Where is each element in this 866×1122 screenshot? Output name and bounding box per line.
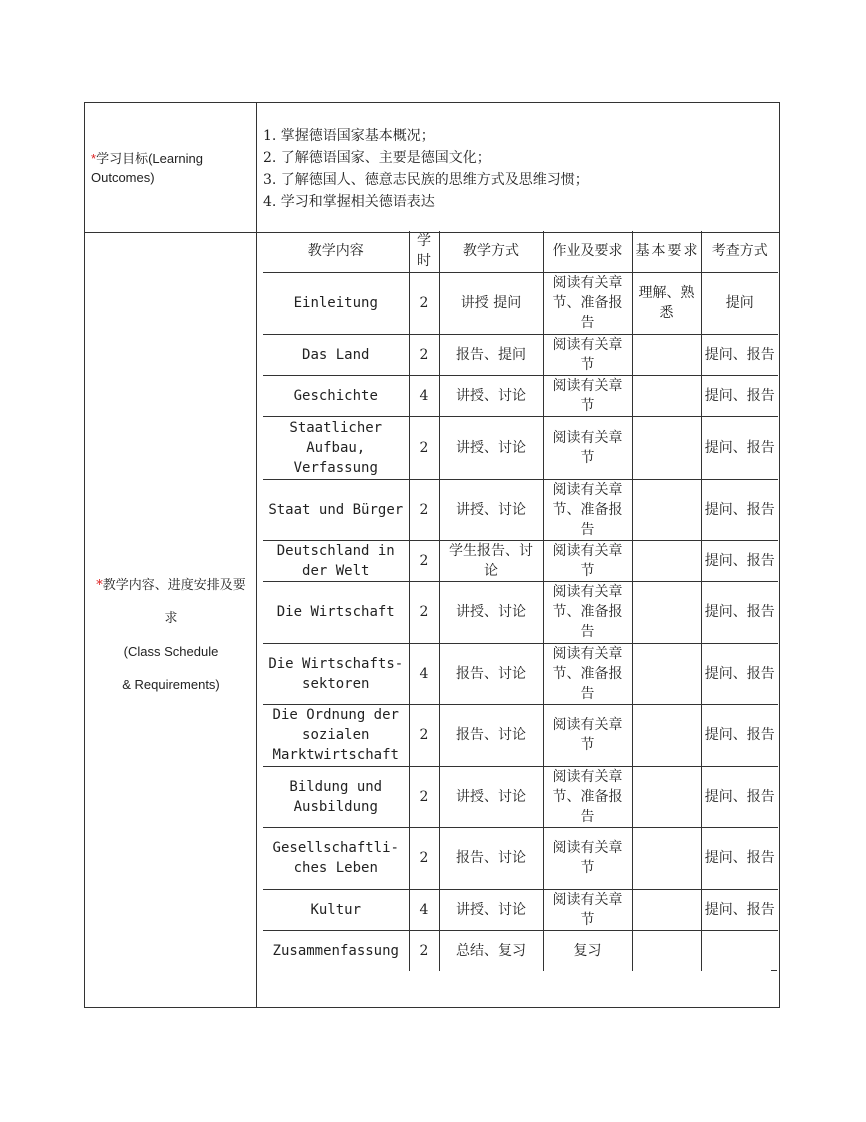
header-homework: 作业及要求 xyxy=(543,231,632,272)
cell-hours: 2 xyxy=(409,479,439,540)
cell-homework: 阅读有关章节 xyxy=(543,704,632,766)
cell-hours: 4 xyxy=(409,889,439,930)
cell-content: Staatlicher Aufbau, Verfassung xyxy=(263,416,409,479)
cell-hours: 2 xyxy=(409,930,439,971)
cell-hours: 2 xyxy=(409,766,439,827)
cell-content: Geschichte xyxy=(263,375,409,416)
required-star: * xyxy=(91,151,97,166)
schedule-label xyxy=(91,569,251,701)
learning-outcomes-label xyxy=(91,149,251,187)
cell-basic xyxy=(632,540,701,581)
table-row xyxy=(263,930,778,971)
cell-method: 讲授、讨论 xyxy=(439,581,543,643)
cell-hours: 2 xyxy=(409,272,439,334)
cell-content: Bildung und Ausbildung xyxy=(263,766,409,827)
cell-assessment: 提问、报告 xyxy=(701,581,778,643)
cell-homework: 阅读有关章节 xyxy=(543,334,632,375)
cell-assessment: 提问、报告 xyxy=(701,889,778,930)
cell-homework: 阅读有关章节、准备报告 xyxy=(543,766,632,827)
cell-method: 报告、讨论 xyxy=(439,704,543,766)
table-row xyxy=(263,272,778,334)
cell-homework: 阅读有关章节、准备报告 xyxy=(543,479,632,540)
cell-basic xyxy=(632,643,701,704)
cell-hours: 4 xyxy=(409,375,439,416)
cell-hours: 2 xyxy=(409,334,439,375)
cell-method: 总结、复习 xyxy=(439,930,543,971)
cell-basic xyxy=(632,416,701,479)
learning-outcomes-label-cn: 学习目标 xyxy=(96,151,149,166)
cell-content: Kultur xyxy=(263,889,409,930)
cell-method: 报告、讨论 xyxy=(439,827,543,889)
outcome-item: 4. 学习和掌握相关德语表达 xyxy=(263,194,435,210)
table-row xyxy=(263,334,778,375)
syllabus-table xyxy=(84,102,780,1008)
table-row xyxy=(263,889,778,930)
cell-hours: 4 xyxy=(409,643,439,704)
outcome-item: 1. 掌握德语国家基本概况； xyxy=(263,128,435,144)
cell-basic: 理解、熟悉 xyxy=(632,272,701,334)
cell-assessment: 提问、报告 xyxy=(701,375,778,416)
learning-outcomes-list xyxy=(263,125,773,213)
cell-content: Deutschland in der Welt xyxy=(263,540,409,581)
cell-basic xyxy=(632,479,701,540)
cell-hours: 2 xyxy=(409,581,439,643)
cell-basic xyxy=(632,375,701,416)
cell-method: 报告、提问 xyxy=(439,334,543,375)
schedule-table xyxy=(263,231,778,971)
cell-content: Einleitung xyxy=(263,272,409,334)
cell-content: Die Wirtschaft xyxy=(263,581,409,643)
schedule-label-en-1: (Class Schedule xyxy=(123,644,219,659)
cell-assessment: 提问、报告 xyxy=(701,540,778,581)
column-divider xyxy=(256,103,257,1007)
cell-basic xyxy=(632,581,701,643)
cell-assessment: 提问、报告 xyxy=(701,704,778,766)
cell-method: 讲授、讨论 xyxy=(439,375,543,416)
cell-homework: 阅读有关章节、准备报告 xyxy=(543,272,632,334)
cell-method: 学生报告、讨论 xyxy=(439,540,543,581)
cell-basic xyxy=(632,930,701,971)
cell-basic xyxy=(632,827,701,889)
cell-content: Zusammenfassung xyxy=(272,942,399,959)
table-row xyxy=(263,581,778,643)
table-row xyxy=(263,479,778,540)
cell-assessment: 提问、报告 xyxy=(701,334,778,375)
cell-homework: 阅读有关章节 xyxy=(543,889,632,930)
cell-method: 讲授 提问 xyxy=(439,272,543,334)
outcome-item: 3. 了解德国人、德意志民族的思维方式及思维习惯； xyxy=(263,172,589,188)
cell-content: Die Wirtschafts-sektoren xyxy=(263,643,409,704)
cell-assessment: 提问、报告 xyxy=(701,766,778,827)
outcome-item: 2. 了解德语国家、主要是德国文化； xyxy=(263,150,491,166)
cell-homework: 阅读有关章节 xyxy=(543,416,632,479)
cell-homework: 阅读有关章节 xyxy=(543,375,632,416)
cell-content: Die Ordnung der sozialen Marktwirtschaft xyxy=(263,704,409,766)
table-edge-mark xyxy=(771,970,777,971)
required-star: * xyxy=(96,578,103,593)
learning-outcomes-label-en: (Learning Outcomes) xyxy=(91,151,204,185)
cell-hours: 2 xyxy=(409,416,439,479)
header-method: 教学方式 xyxy=(439,231,543,272)
cell-hours: 2 xyxy=(409,540,439,581)
cell-method: 讲授、讨论 xyxy=(439,766,543,827)
cell-basic xyxy=(632,889,701,930)
schedule-table-wrapper xyxy=(263,231,778,971)
cell-content: Gesellschaftli-ches Leben xyxy=(263,827,409,889)
header-basic: 基本要求 xyxy=(632,231,701,272)
table-row xyxy=(263,704,778,766)
cell-assessment: 提问、报告 xyxy=(701,643,778,704)
cell-content: Staat und Bürger xyxy=(263,479,409,540)
header-assessment: 考查方式 xyxy=(701,231,778,272)
cell-assessment: 提问、报告 xyxy=(701,479,778,540)
cell-content: Das Land xyxy=(263,334,409,375)
cell-homework: 阅读有关章节 xyxy=(543,827,632,889)
header-hours: 学时 xyxy=(409,231,439,272)
header-content: 教学内容 xyxy=(263,231,409,272)
cell-method: 讲授、讨论 xyxy=(439,416,543,479)
cell-homework: 阅读有关章节、准备报告 xyxy=(543,643,632,704)
table-row xyxy=(263,766,778,827)
cell-homework: 复习 xyxy=(543,930,632,971)
table-row xyxy=(263,540,778,581)
cell-hours: 2 xyxy=(409,827,439,889)
cell-assessment xyxy=(701,930,778,971)
cell-basic xyxy=(632,334,701,375)
schedule-label-cn: 教学内容、进度安排及要求 xyxy=(102,578,246,626)
cell-homework: 阅读有关章节、准备报告 xyxy=(543,581,632,643)
cell-hours: 2 xyxy=(409,704,439,766)
cell-assessment: 提问、报告 xyxy=(701,416,778,479)
cell-method: 讲授、讨论 xyxy=(439,889,543,930)
cell-assessment: 提问、报告 xyxy=(701,827,778,889)
table-row xyxy=(263,643,778,704)
cell-assessment: 提问 xyxy=(701,272,778,334)
cell-method: 报告、讨论 xyxy=(439,643,543,704)
cell-basic xyxy=(632,704,701,766)
learning-outcomes-row xyxy=(85,103,779,233)
table-row xyxy=(263,416,778,479)
cell-basic xyxy=(632,766,701,827)
schedule-label-en-2: & Requirements) xyxy=(122,677,220,692)
table-row xyxy=(263,375,778,416)
cell-method: 讲授、讨论 xyxy=(439,479,543,540)
table-row xyxy=(263,827,778,889)
cell-homework: 阅读有关章节 xyxy=(543,540,632,581)
